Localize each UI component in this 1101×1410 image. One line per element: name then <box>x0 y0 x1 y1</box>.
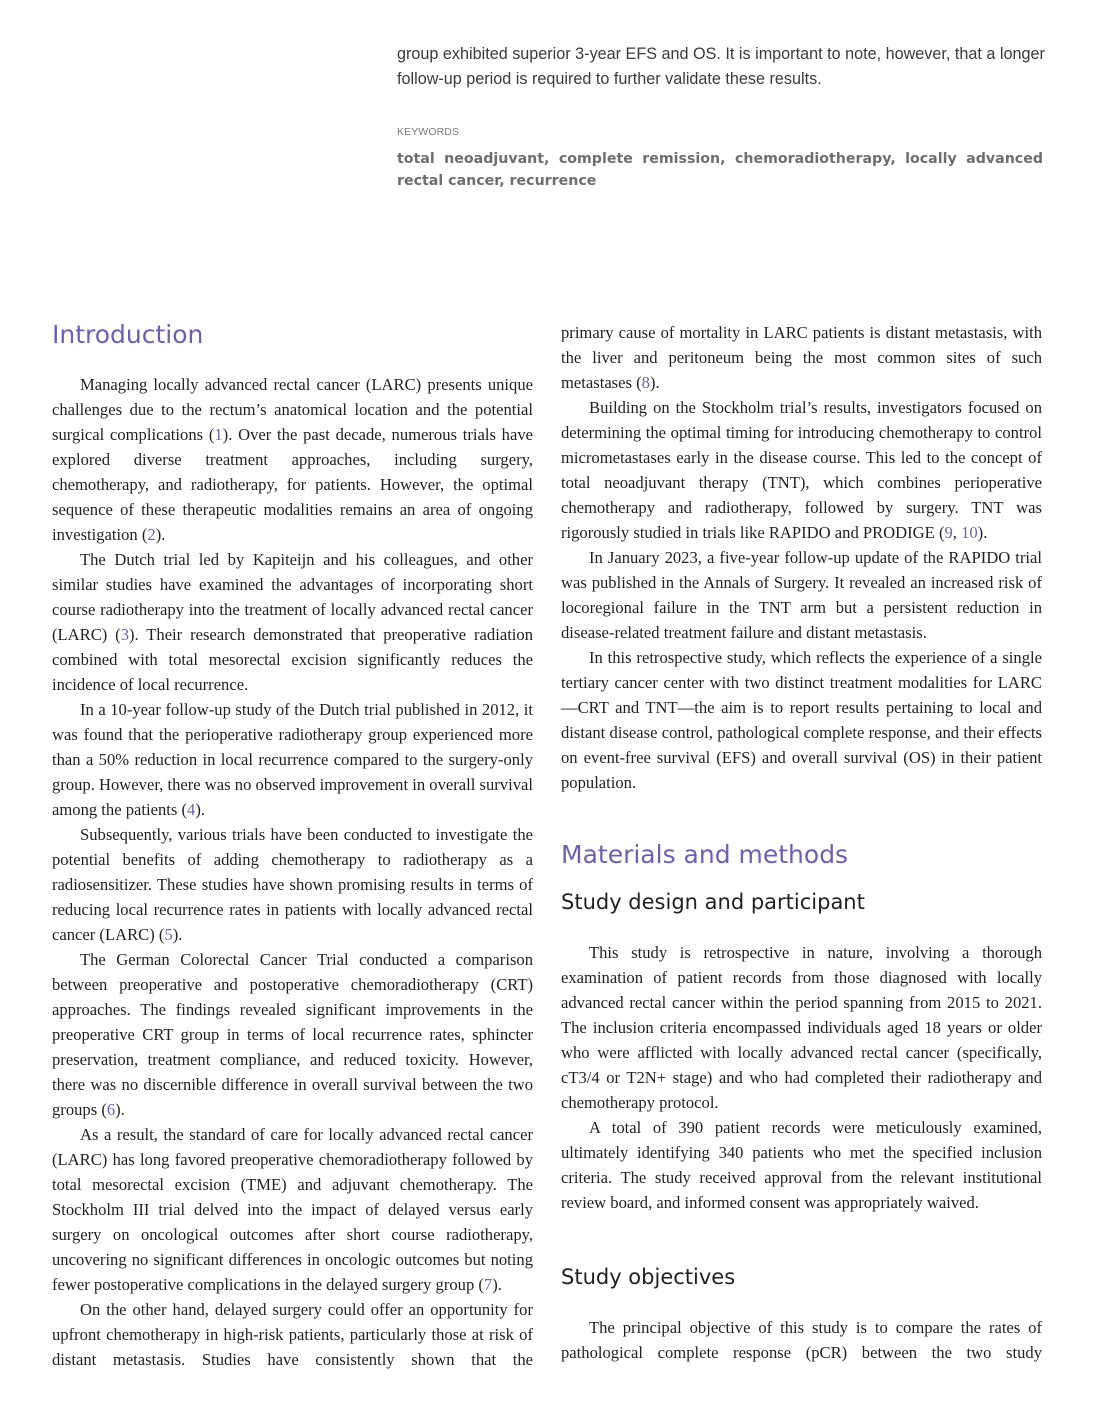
paragraph: In this retrospective study, which reflects the experience of a single tertiary cancer center with two distinct treatment modalities for LARC—CRT and TNT—the aim is to report results pertaining to local and distant disease control, pathological complete response, and their effects on event-free survival (EFS) and overall survival (OS) in their patient population. <box>561 648 1042 792</box>
paragraph: In January 2023, a five-year follow-up update of the RAPIDO trial was published in the Annals of Surgery. It revealed an increased risk of locoregional failure in the TNT arm but a persistent reduction in disease-related treatment failure and distant metastasis. <box>561 548 1042 642</box>
paragraph: In a 10-year follow-up study of the Dutch trial published in 2012, it was found that the perioperative radiotherapy group experienced more than a 50% reduction in local recurrence compared to the surgery-only group. However, there was no observed improvement in overall survival among the patients (4). <box>52 700 533 819</box>
citation-link[interactable]: 7 <box>483 1275 493 1294</box>
citation-link[interactable]: 3 <box>120 625 130 644</box>
paragraph: Building on the Stockholm trial’s results, investigators focused on determining the optimal timing for introducing chemotherapy to control micrometastases early in the disease course. This led to the concept of total neoadjuvant therapy (TNT), which combines perioperative chemotherapy and radiotherapy, followed by surgery. TNT was rigorously studied in trials like RAPIDO and PRODIGE (9, 10). <box>561 398 1042 542</box>
paragraph-continued: primary cause of mortality in LARC patients is distant metastasis, with the liver and peritoneum being the most common sites of such metastases (8). <box>561 323 1042 392</box>
citation-link[interactable]: 4 <box>187 800 196 819</box>
study-objectives-heading: Study objectives <box>561 1265 736 1289</box>
right-column <box>561 320 1042 1365</box>
paragraph: The Dutch trial led by Kapiteijn and his colleagues, and other similar studies have examined the advantages of incorporating short course radiotherapy into the treatment of locally advanced rectal cancer (LARC) (3). Their research demonstrated that preoperative radiation combined with total mesorectal excision significantly reduces the incidence of local recurrence. <box>52 550 534 694</box>
paragraph: Managing locally advanced rectal cancer (LARC) presents unique challenges due to the rectum’s anatomical location and the potential surgical complications (1). Over the past decade, numerous trials have explored diverse treatment approaches, including surgery, chemotherapy, and radiotherapy, for patients. However, the optimal sequence of these therapeutic modalities remains an area of ongoing investigation (2). <box>52 375 533 544</box>
citation-link[interactable]: 10 <box>961 523 978 542</box>
keywords-label: KEYWORDS <box>397 126 460 138</box>
citation-link[interactable]: 6 <box>106 1100 116 1119</box>
left-column <box>52 320 533 1372</box>
citation-link[interactable]: 8 <box>641 373 650 392</box>
paragraph: On the other hand, delayed surgery could offer an opportunity for upfront chemotherapy in high-risk patients, particularly those at risk of distant metastasis. Studies have consistently shown that the <box>52 1300 533 1369</box>
citation-link[interactable]: 2 <box>147 525 156 544</box>
paragraph: As a result, the standard of care for locally advanced rectal cancer (LARC) has long favored preoperative chemoradiotherapy followed by total mesorectal excision (TME) and adjuvant chemotherapy. The Stockholm III trial delved into the impact of delayed versus early surgery on oncological outcomes after short course radiotherapy, uncovering no significant differences in oncologic outcomes but noting fewer postoperative complications in the delayed surgery group (7). <box>52 1125 533 1294</box>
citation-link[interactable]: 9 <box>944 523 953 542</box>
paragraph: Subsequently, various trials have been conducted to investigate the potential benefits of adding chemotherapy to radiotherapy as a radiosensitizer. These studies have shown promising results in terms of reducing local recurrence rates in patients with locally advanced rectal cancer (LARC) (5). <box>52 825 533 944</box>
paragraph: The principal objective of this study is to compare the rates of pathological complete response (pCR) between the two study <box>561 1318 1042 1362</box>
introduction-heading: Introduction <box>52 320 204 349</box>
materials-methods-heading: Materials and methods <box>561 840 849 869</box>
keywords-list: total neoadjuvant, complete remission, chemoradiotherapy, locally advanced rectal cancer, recurrence <box>397 151 1043 189</box>
citation-link[interactable]: 1 <box>214 425 223 444</box>
paragraph: The German Colorectal Cancer Trial conducted a comparison between preoperative and postoperative chemoradiotherapy (CRT) approaches. The findings revealed significant improvements in the preoperative CRT group in terms of local recurrence rates, sphincter preservation, treatment compliance, and reduced toxicity. However, there was no discernible difference in overall survival between the two groups (6). <box>52 950 533 1119</box>
abstract-text: group exhibited superior 3-year EFS and OS. It is important to note, however, that a longer follow-up period is required to further validate these results. <box>397 45 1045 88</box>
study-design-heading: Study design and participant <box>561 890 865 914</box>
abstract-conclusion <box>397 42 1045 92</box>
paragraph: This study is retrospective in nature, involving a thorough examination of patient records from those diagnosed with locally advanced rectal cancer within the period spanning from 2015 to 2021. The inclusion criteria encompassed individuals aged 18 years or older who were afflicted with locally advanced rectal cancer (specifically, cT3/4 or T2N+ stage) and who had completed their radiotherapy and chemotherapy protocol. <box>561 943 1042 1112</box>
citation-link[interactable]: 5 <box>164 925 173 944</box>
paragraph: A total of 390 patient records were meticulously examined, ultimately identifying 340 patients who met the specified inclusion criteria. The study received approval from the relevant institutional review board, and informed consent was appropriately waived. <box>561 1118 1042 1212</box>
